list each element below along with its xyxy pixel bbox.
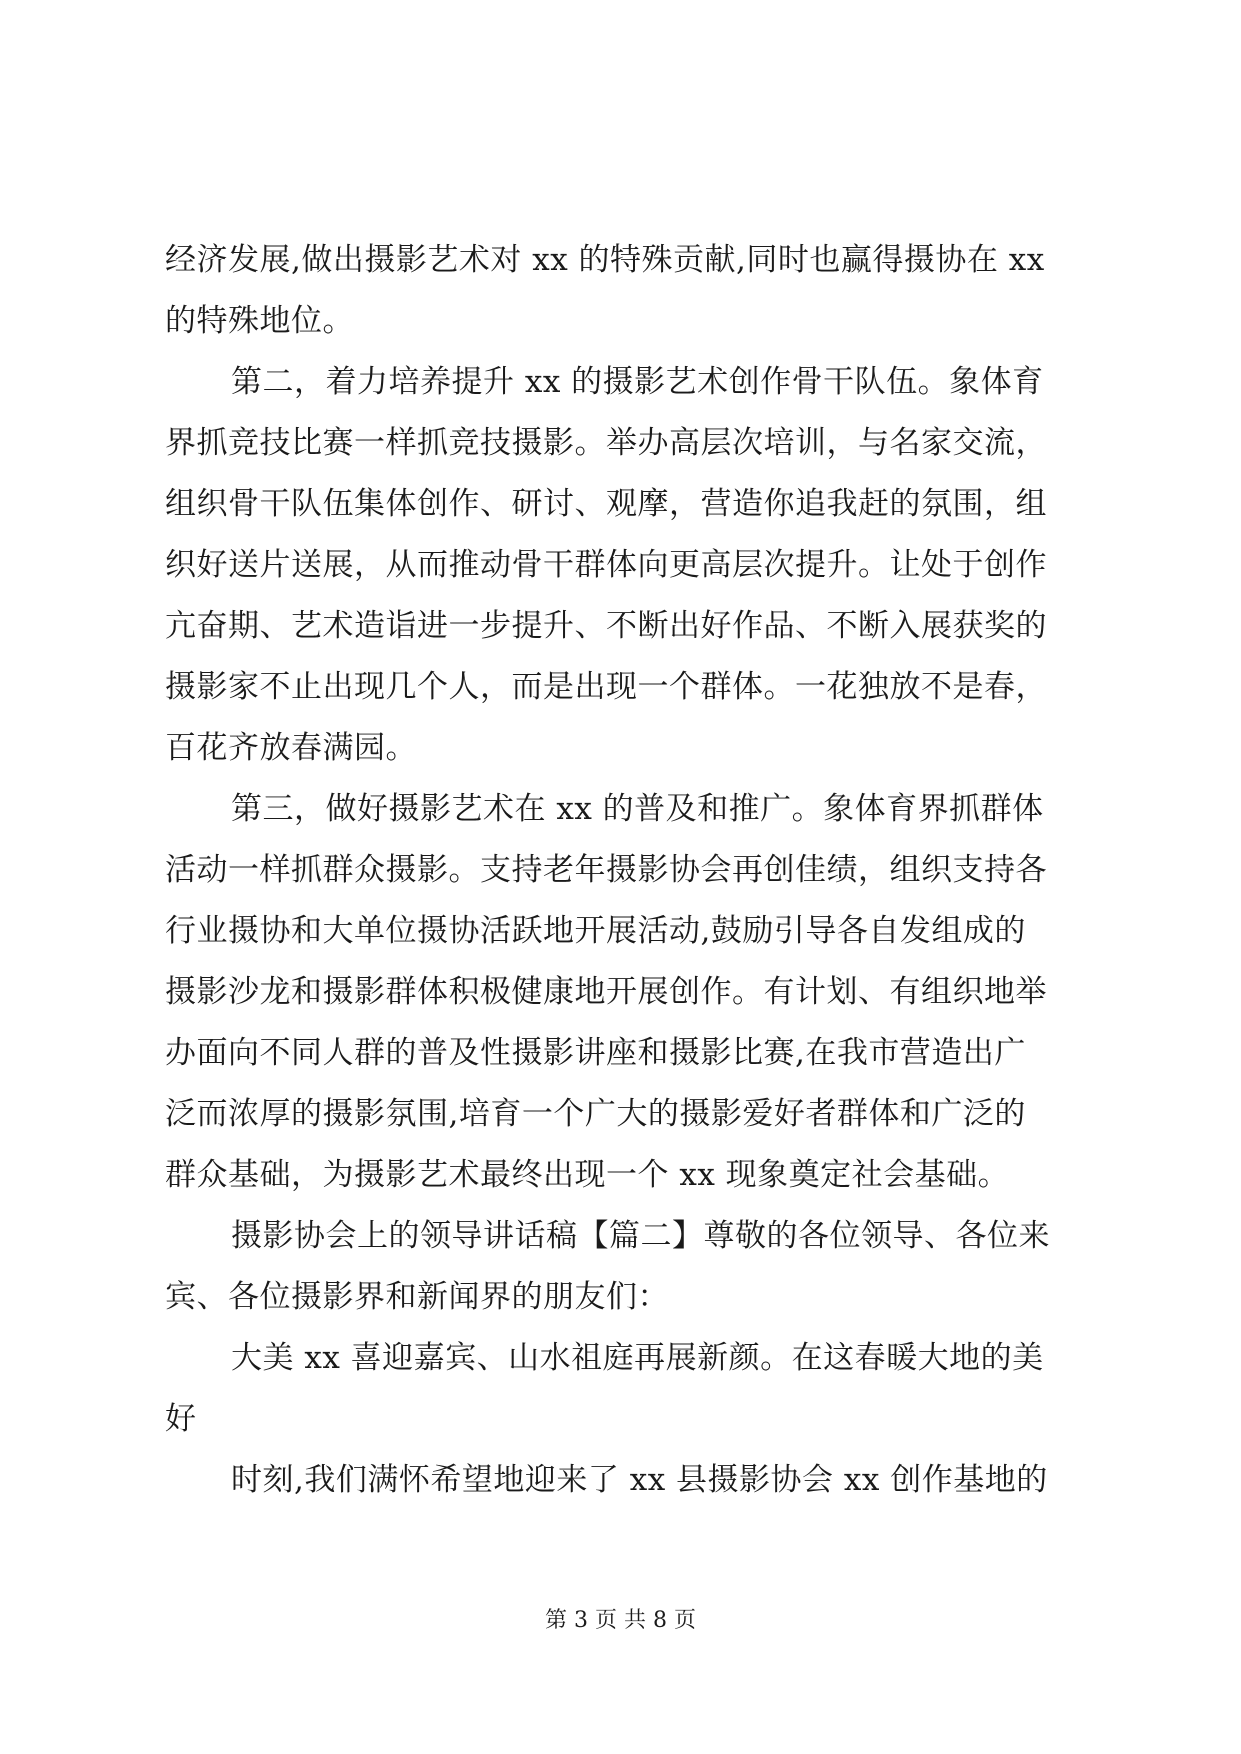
text-line: 摄影家不止出现几个人，而是出现一个群体。一花独放不是春， bbox=[165, 669, 1047, 705]
text-line: 亢奋期、艺术造诣进一步提升、不断出好作品、不断入展获奖的 bbox=[165, 608, 1047, 644]
paragraph-start-line: 摄影协会上的领导讲话稿【篇二】尊敬的各位领导、各位来 bbox=[231, 1218, 1050, 1254]
page-number-footer: 第 3 页 共 8 页 bbox=[545, 1608, 696, 1633]
text-line: 组织骨干队伍集体创作、研讨、观摩，营造你追我赶的氛围，组 bbox=[165, 486, 1047, 522]
text-line: 界抓竞技比赛一样抓竞技摄影。举办高层次培训，与名家交流， bbox=[165, 425, 1047, 461]
text-line: 行业摄协和大单位摄协活跃地开展活动,鼓励引导各自发组成的 bbox=[165, 913, 1026, 949]
text-line: 摄影沙龙和摄影群体积极健康地开展创作。有计划、有组织地举 bbox=[165, 974, 1047, 1010]
paragraph-start-line: 大美 xx 喜迎嘉宾、山水祖庭再展新颜。在这春暖大地的美 bbox=[231, 1340, 1044, 1376]
text-line: 织好送片送展，从而推动骨干群体向更高层次提升。让处于创作 bbox=[165, 547, 1047, 583]
text-line: 的特殊地位。 bbox=[165, 303, 354, 339]
text-line: 泛而浓厚的摄影氛围,培育一个广大的摄影爱好者群体和广泛的 bbox=[165, 1096, 1026, 1132]
paragraph-start-line: 第二，着力培养提升 xx 的摄影艺术创作骨干队伍。象体育 bbox=[231, 364, 1044, 400]
text-line: 宾、各位摄影界和新闻界的朋友们： bbox=[165, 1279, 669, 1315]
paragraph-start-line: 第三，做好摄影艺术在 xx 的普及和推广。象体育界抓群体 bbox=[231, 791, 1044, 827]
document-body bbox=[165, 230, 1075, 1511]
text-line: 办面向不同人群的普及性摄影讲座和摄影比赛,在我市营造出广 bbox=[165, 1035, 1026, 1071]
text-line: 经济发展,做出摄影艺术对 xx 的特殊贡献,同时也赢得摄协在 xx bbox=[165, 242, 1045, 278]
text-line: 好 bbox=[165, 1401, 197, 1437]
paragraph-start-line: 时刻,我们满怀希望地迎来了 xx 县摄影协会 xx 创作基地的 bbox=[231, 1462, 1048, 1498]
text-line: 百花齐放春满园。 bbox=[165, 730, 417, 766]
text-line: 群众基础，为摄影艺术最终出现一个 xx 现象奠定社会基础。 bbox=[165, 1157, 1010, 1193]
text-line: 活动一样抓群众摄影。支持老年摄影协会再创佳绩，组织支持各 bbox=[165, 852, 1047, 888]
